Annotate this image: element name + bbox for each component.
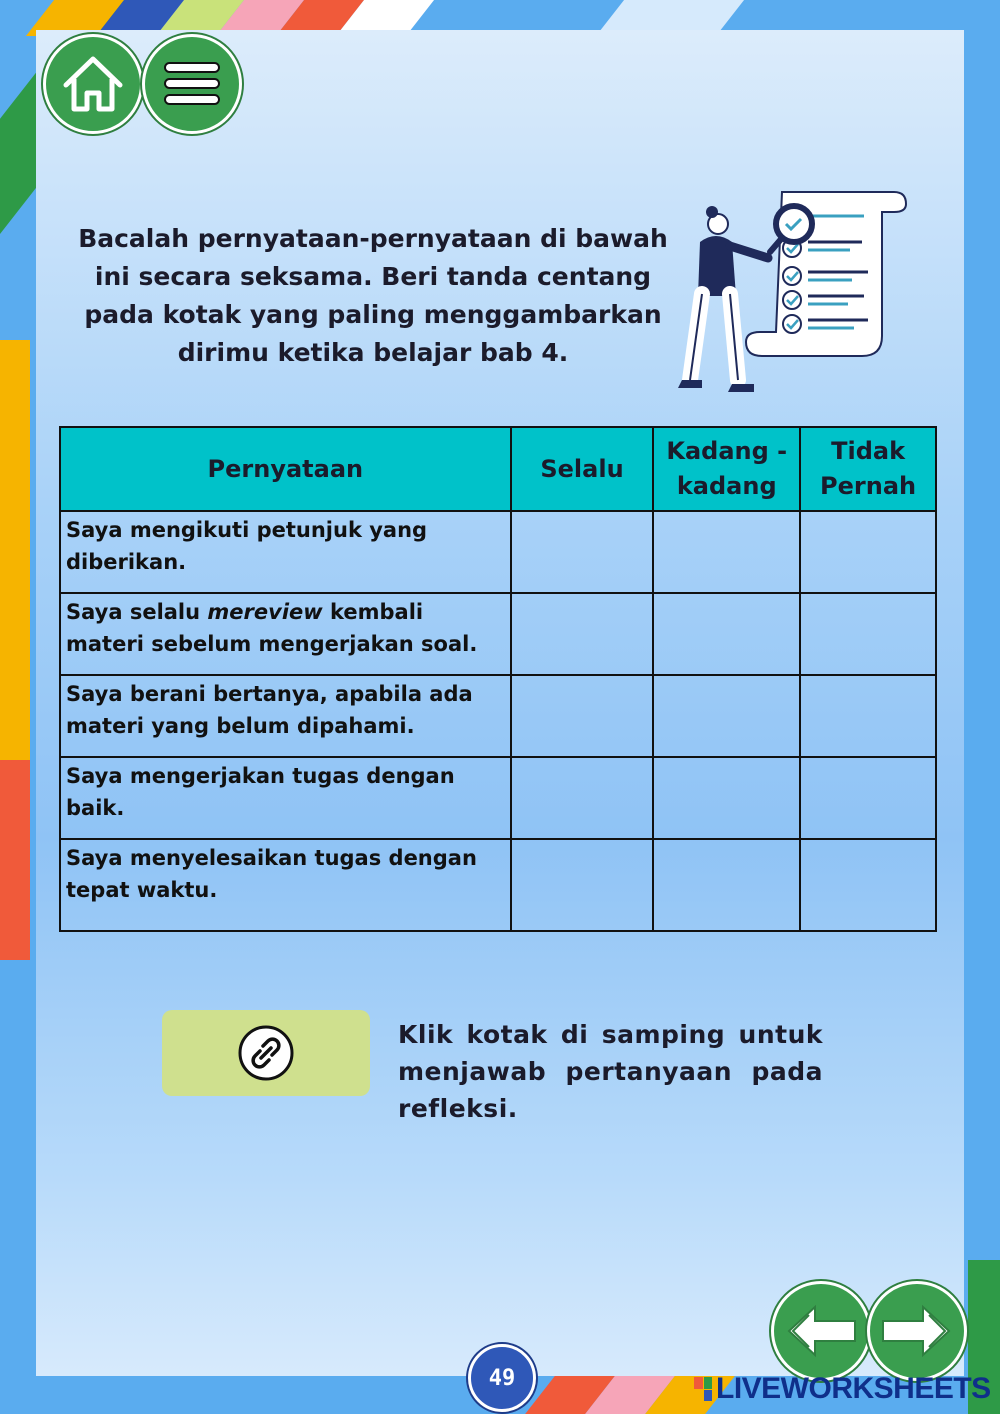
table-row [60, 757, 936, 839]
self-assessment-table [59, 426, 937, 932]
menu-button[interactable] [142, 34, 242, 134]
next-page-button[interactable] [867, 1281, 967, 1381]
arrow-right-icon [877, 1301, 957, 1361]
instruction-text: Bacalah pernyataan-pernyataan di bawah ini secara seksama. Beri tanda centang pada kotak yang paling menggambarkan dirimu ketika belajar bab 4. [78, 224, 668, 367]
menu-icon [157, 49, 227, 119]
arrow-left-icon [781, 1301, 861, 1361]
checkbox-always[interactable] [511, 511, 654, 593]
checkbox-never[interactable] [800, 757, 936, 839]
checkbox-always[interactable] [511, 757, 654, 839]
link-icon [237, 1024, 295, 1082]
checkbox-sometimes[interactable] [653, 511, 800, 593]
page-number: 49 [468, 1344, 536, 1412]
table-row [60, 593, 936, 675]
statement-cell: Saya selalu mereview kembali materi sebelum mengerjakan soal. [60, 593, 511, 675]
header-sometimes: Kadang - kadang [653, 427, 800, 511]
checkbox-never[interactable] [800, 511, 936, 593]
checkbox-sometimes[interactable] [653, 839, 800, 931]
checklist-illustration [672, 186, 912, 402]
previous-page-button[interactable] [771, 1281, 871, 1381]
checkbox-never[interactable] [800, 839, 936, 931]
table-row [60, 675, 936, 757]
statement-cell: Saya menyelesaikan tugas dengan tepat waktu. [60, 839, 511, 931]
checkbox-always[interactable] [511, 593, 654, 675]
liveworksheets-logo [694, 1372, 991, 1406]
table-header-row [60, 427, 936, 511]
statement-cell: Saya mengikuti petunjuk yang diberikan. [60, 511, 511, 593]
checkbox-never[interactable] [800, 593, 936, 675]
brand-name: LIVEWORKSHEETS [716, 1372, 991, 1405]
checkbox-sometimes[interactable] [653, 593, 800, 675]
home-icon [58, 49, 128, 119]
checkbox-sometimes[interactable] [653, 675, 800, 757]
header-never: Tidak Pernah [800, 427, 936, 511]
brand-mark-icon [694, 1377, 712, 1401]
checkbox-always[interactable] [511, 675, 654, 757]
table-row [60, 839, 936, 931]
checkbox-never[interactable] [800, 675, 936, 757]
statement-cell: Saya berani bertanya, apabila ada materi yang belum dipahami. [60, 675, 511, 757]
checkbox-always[interactable] [511, 839, 654, 931]
table-row [60, 511, 936, 593]
reflection-instruction: Klik kotak di samping untuk menjawab pertanyaan pada refleksi. [398, 1020, 823, 1123]
reflection-link-button[interactable] [162, 1010, 370, 1096]
header-always: Selalu [511, 427, 654, 511]
checkbox-sometimes[interactable] [653, 757, 800, 839]
home-button[interactable] [43, 34, 143, 134]
header-statement: Pernyataan [60, 427, 511, 511]
statement-cell: Saya mengerjakan tugas dengan baik. [60, 757, 511, 839]
